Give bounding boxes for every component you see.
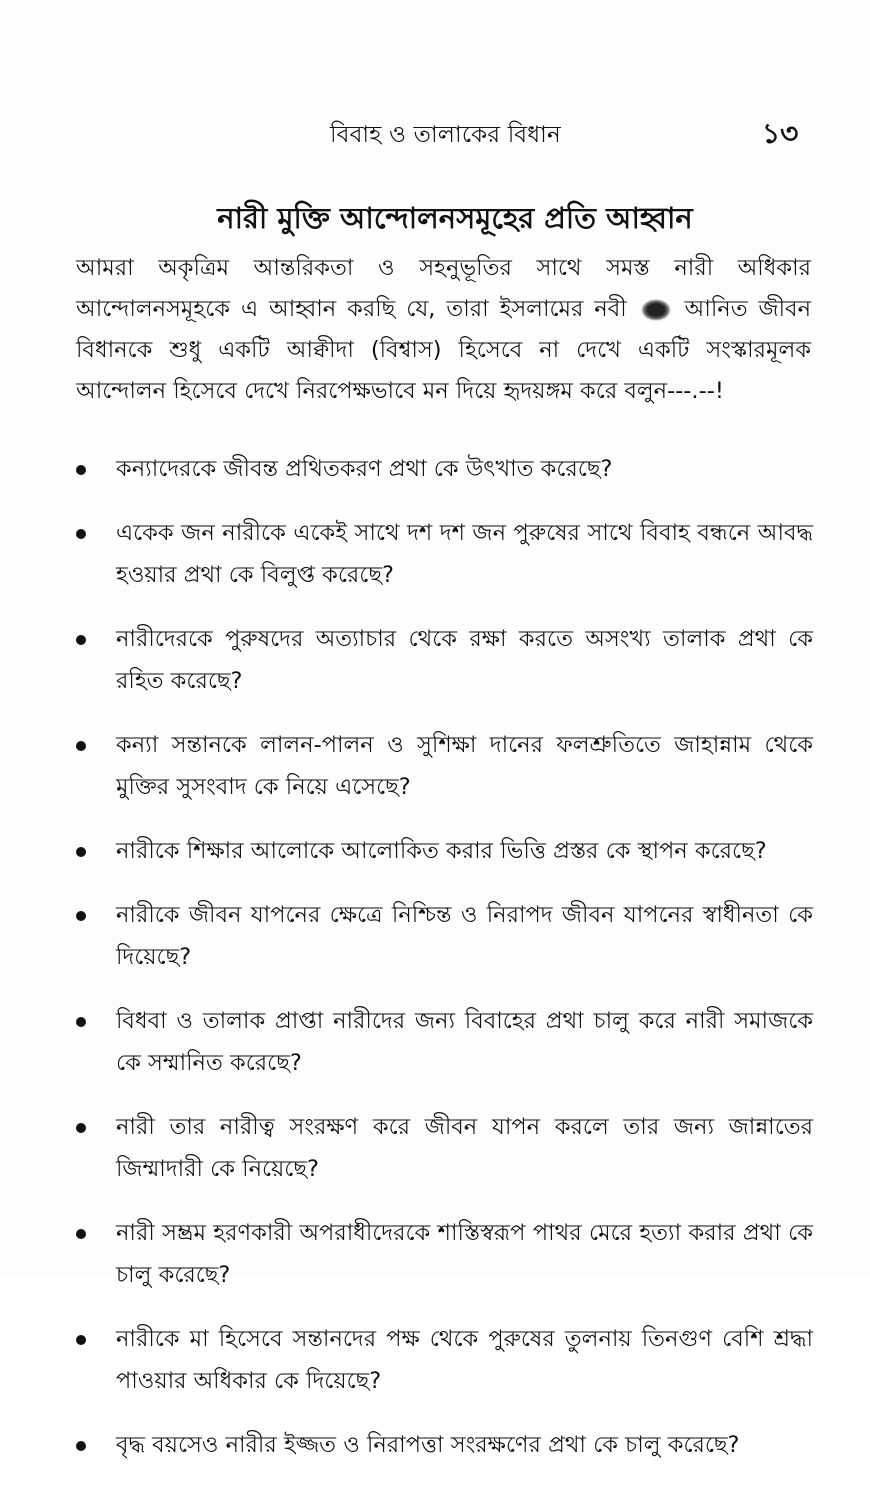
bullet-dot-icon	[76, 741, 86, 751]
question-text: নারী সম্ভ্রম হরণকারী অপরাধীদেরকে শাস্তিস্বরূপ পাথর মেরে হত্যা করার প্রথা কে চালু করেছে?	[116, 1220, 813, 1288]
question-item	[76, 1424, 813, 1466]
intro-text-before-seal: আমরা অকৃত্রিম আন্তরিকতা ও সহনুভূতির সাথে সমস্ত নারী অধিকার আন্দোলনসমূহকে এ আহ্বান করছি যে, তারা ইসলামের নবী	[76, 255, 811, 322]
question-text: বিধবা ও তালাক প্রাপ্তা নারীদের জন্য বিবাহের প্রথা চালু করে নারী সমাজকে কে সম্মানিত করেছে?	[116, 1008, 813, 1076]
question-text: নারীদেরকে পুরুষদের অত্যাচার থেকে রক্ষা করতে অসংখ্য তালাক প্রথা কে রহিত করেছে?	[116, 626, 813, 694]
section-heading: নারী মুক্তি আন্দোলনসমূহের প্রতি আহ্বান	[217, 201, 693, 235]
question-text: কন্যা সন্তানকে লালন-পালন ও সুশিক্ষা দানের ফলশ্রুতিতে জাহান্নাম থেকে মুক্তির সুসংবাদ কে নিয়ে এসেছে?	[116, 732, 813, 800]
question-text: নারীকে মা হিসেবে সন্তানদের পক্ষ থেকে পুরুষের তুলনায় তিনগুণ বেশি শ্রদ্ধা পাওয়ার অধিকার কে দিয়েছে?	[116, 1326, 813, 1394]
bullet-dot-icon	[76, 1441, 86, 1451]
question-item	[76, 1212, 813, 1296]
question-item	[76, 1318, 813, 1402]
question-text: কন্যাদেরকে জীবন্ত প্রথিতকরণ প্রথা কে উৎখাত করেছে?	[116, 456, 613, 482]
salutation-seal-icon	[641, 299, 671, 321]
question-text: একেক জন নারীকে একেই সাথে দশ দশ জন পুরুষের সাথে বিবাহ বন্ধনে আবদ্ধ হওয়ার প্রথা কে বিলুপ্ত করেছে?	[116, 520, 813, 588]
bullet-dot-icon	[76, 465, 86, 475]
intro-text-after-seal: আনিত জীবন বিধানকে শুধু একটি আক্বীদা (বিশ্বাস) হিসেবে না দেখে একটি সংস্কারমূলক আন্দোলন হিসেবে দেখে নিরপেক্ষভাবে মন দিয়ে হৃদয়ঙ্গম করে বলুন---.--!	[76, 296, 812, 404]
bullet-dot-icon	[76, 911, 86, 921]
question-text: নারীকে শিক্ষার আলোকে আলোকিত করার ভিত্তি প্রস্তর কে স্থাপন করেছে?	[116, 838, 767, 864]
question-list	[76, 448, 813, 1488]
question-item	[76, 448, 813, 490]
question-item	[76, 894, 813, 978]
question-item	[76, 512, 813, 596]
question-item	[76, 830, 813, 872]
bullet-dot-icon	[76, 1123, 86, 1133]
page-number: ১৩	[762, 117, 799, 150]
bullet-dot-icon	[76, 1335, 86, 1345]
question-item	[76, 618, 813, 702]
question-item	[76, 724, 813, 808]
bullet-dot-icon	[76, 635, 86, 645]
question-text: নারী তার নারীত্ব সংরক্ষণ করে জীবন যাপন করলে তার জন্য জান্নাতের জিম্মাদারী কে নিয়েছে?	[116, 1114, 813, 1182]
bullet-dot-icon	[76, 1017, 86, 1027]
question-text: বৃদ্ধ বয়সেও নারীর ইজ্জত ও নিরাপত্তা সংরক্ষণের প্রথা কে চালু করেছে?	[116, 1432, 740, 1458]
bullet-dot-icon	[76, 1229, 86, 1239]
bullet-dot-icon	[76, 529, 86, 539]
question-text: নারীকে জীবন যাপনের ক্ষেত্রে নিশ্চিন্ত ও নিরাপদ জীবন যাপনের স্বাধীনতা কে দিয়েছে?	[116, 902, 813, 970]
question-item	[76, 1106, 813, 1190]
running-title: বিবাহ ও তালাকের বিধান	[330, 122, 561, 148]
question-item	[76, 1000, 813, 1084]
bullet-dot-icon	[76, 847, 86, 857]
intro-paragraph	[76, 248, 811, 412]
running-header	[0, 110, 870, 150]
